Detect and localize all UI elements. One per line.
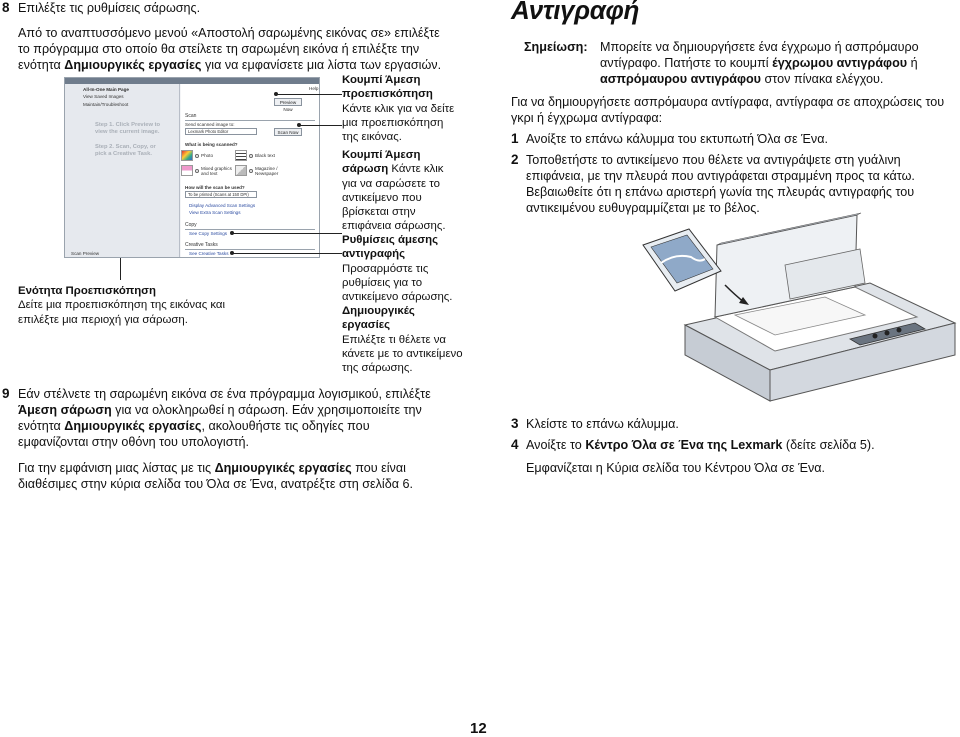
step-9-line-4: εμφανίζονται στην οθόνη του υπολογιστή.: [18, 435, 249, 449]
para-line-1: Για την εμφάνιση μιας λίστας με τις Δημιουργικές εργασίες που είναι: [18, 461, 406, 475]
send-to-label: Send scanned image to:: [185, 122, 235, 127]
section-heading: Αντιγραφή: [511, 0, 640, 25]
settings-pane: [181, 84, 320, 258]
mixed-option-line1[interactable]: Mixed graphics: [201, 166, 232, 171]
mixed-radio[interactable]: [195, 169, 199, 173]
black-text-option[interactable]: Black text: [255, 153, 275, 158]
see-creative-link[interactable]: See Creative Tasks: [189, 251, 229, 256]
creative-section-title: Creative Tasks: [185, 242, 218, 248]
leader-dot-scan: [297, 123, 301, 127]
callout-scan-button: Κουμπί Άμεση σάρωση Κάντε κλικ για να σαρώσετε το αντικείμενο που βρίσκεται στην επιφάνεια σάρωσης.: [342, 149, 446, 233]
page-number: 12: [470, 720, 487, 737]
extra-scan-link[interactable]: View Extra Scan Settings: [189, 210, 241, 215]
step-9-number: 9: [2, 386, 10, 401]
creative-divider: [185, 249, 315, 250]
note-label: Σημείωση:: [524, 40, 588, 54]
black-text-radio[interactable]: [249, 154, 253, 158]
menu-item-maintain[interactable]: Maintain/Troubleshoot: [83, 102, 129, 107]
callout-preview-button: Κουμπί Άμεση προεπισκόπηση Κάντε κλικ για να δείτε μια προεπισκόπηση της εικόνας.: [342, 74, 455, 144]
step2-line1: Step 2. Scan, Copy, or: [95, 144, 156, 150]
scan-section-title: Scan: [185, 113, 197, 119]
intro-line-3: ενότητα Δημιουργικές εργασίες για να εμφανίσετε μια λίστα των εργασιών.: [18, 58, 442, 72]
mixed-option-line2[interactable]: and text: [201, 171, 218, 176]
leader-dot-copy: [230, 231, 234, 235]
photo-option[interactable]: Photo: [201, 153, 214, 158]
see-copy-link[interactable]: See Copy Settings: [189, 231, 228, 236]
copy-step-3-text: Κλείστε το επάνω κάλυμμα.: [526, 417, 679, 431]
magazine-radio[interactable]: [249, 169, 253, 173]
note-line-2: αντίγραφο. Πατήστε το κουμπί έγχρωμου αντιγράφου ή: [600, 56, 918, 70]
copy-step-2-number: 2: [511, 152, 519, 167]
para-line-2: διαθέσιμες στην κύρια σελίδα του Όλα σε Ένα, ανατρέξτε στη σελίδα 6.: [18, 477, 413, 491]
copy-step-4-number: 4: [511, 437, 519, 452]
note-line-1: Μπορείτε να δημιουργήσετε ένα έγχρωμο ή ασπρόμαυρο: [600, 40, 919, 54]
help-link[interactable]: Help: [309, 86, 319, 91]
step1-line2: view the current image.: [95, 129, 160, 135]
preview-pane: [65, 84, 180, 258]
copy-step-4-text: Ανοίξτε το Κέντρο Όλα σε Ένα της Lexmark (δείτε σελίδα 5).: [526, 438, 875, 452]
intro-line-1: Από το αναπτυσσόμενο μενού «Αποστολή σαρωμένης εικόνας σε» επιλέξτε: [18, 26, 440, 40]
panel-button-2: [885, 331, 890, 336]
copy-step-2-line-4: αντικειμένου ευθυγραμμίζεται με το βέλος.: [526, 201, 760, 215]
magazine-option-line1[interactable]: Magazine /: [255, 166, 278, 171]
leader-section: [120, 258, 121, 280]
step-9-line-3: ενότητα Δημιουργικές εργασίες, ακολουθήστε τις οδηγίες που: [18, 419, 370, 433]
advanced-scan-link[interactable]: Display Advanced Scan Settings: [189, 203, 256, 208]
callout-copy-settings: Ρυθμίσεις άμεσης αντιγραφής Προσαρμόστε τις ρυθμίσεις για το αντικείμενο σάρωσης.: [342, 234, 453, 304]
photo-radio[interactable]: [195, 154, 199, 158]
leader-creative: [232, 253, 342, 254]
panel-button-1: [873, 334, 878, 339]
step2-line2: pick a Creative Task.: [95, 151, 152, 157]
step-9-line-1: Εάν στέλνετε τη σαρωμένη εικόνα σε ένα πρόγραμμα λογισμικού, επιλέξτε: [18, 387, 431, 401]
photo-thumbnail-icon: [181, 150, 193, 161]
how-used-label: How will the scan be used?: [185, 185, 245, 190]
send-to-select[interactable]: Lexmark Photo Editor: [185, 128, 257, 135]
mixed-thumbnail-icon: [181, 165, 193, 176]
printer-illustration: [625, 205, 960, 405]
copy-intro-line-1: Για να δημιουργήσετε ασπρόμαυρα αντίγραφα, αντίγραφα σε αποχρώσεις του: [511, 95, 945, 109]
scan-software-screenshot: [64, 77, 320, 258]
preview-now-button[interactable]: Preview Now: [274, 98, 302, 106]
leader-copy: [232, 233, 342, 234]
callout-creative-tasks: Δημιουργικές εργασίες Επιλέξτε τι θέλετε να κάνετε με το αντικείμενο της σάρωσης.: [342, 305, 463, 375]
copy-step-2-line-3: Βεβαιωθείτε ότι η επάνω αριστερή γωνία της πλευράς αντιγραφής του: [526, 185, 915, 199]
menu-item-main[interactable]: All-In-One Main Page: [83, 87, 129, 92]
step-8-number: 8: [2, 0, 10, 15]
copy-step-2-line-1: Τοποθετήστε το αντικείμενο που θέλετε να αντιγράψετε στη γυάλινη: [526, 153, 901, 167]
scan-now-button[interactable]: Scan Now: [274, 128, 302, 136]
note-line-3: ασπρόμαυρου αντιγράφου στον πίνακα ελέγχου.: [600, 72, 884, 86]
copy-step-1-text: Ανοίξτε το επάνω κάλυμμα του εκτυπωτή Όλα σε Ένα.: [526, 132, 829, 146]
scan-divider: [185, 120, 315, 121]
text-thumbnail-icon: [235, 150, 247, 161]
step-9-line-2: Άμεση σάρωση για να ολοκληρωθεί η σάρωση. Εάν χρησιμοποιείτε την: [18, 403, 422, 417]
menu-item-saved[interactable]: View Saved Images: [83, 94, 124, 99]
step-8-text: Επιλέξτε τις ρυθμίσεις σάρωσης.: [18, 1, 201, 15]
leader-dot-creative: [230, 251, 234, 255]
what-scanned-label: What is being scanned?: [185, 142, 238, 147]
copy-intro-line-2: γκρι ή έγχρωμα αντίγραφα:: [511, 111, 663, 125]
step1-line1: Step 1. Click Preview to: [95, 122, 161, 128]
leader-dot-preview: [274, 92, 278, 96]
leader-preview: [276, 94, 342, 95]
copy-step-2-line-2: επιφάνεια, με την πλευρά που αντιγράφεται στραμμένη προς τα κάτω.: [526, 169, 915, 183]
scan-preview-label: Scan Preview: [71, 251, 100, 256]
magazine-option-line2[interactable]: Newspaper: [255, 171, 279, 176]
copy-divider: [185, 229, 315, 230]
copy-step-3-number: 3: [511, 416, 519, 431]
intro-line-2: το πρόγραμμα στο οποίο θα στείλετε τη σαρωμένη εικόνα ή επιλέξτε την: [18, 42, 420, 56]
copy-step-1-number: 1: [511, 131, 519, 146]
leader-scan: [299, 125, 342, 126]
how-used-select[interactable]: To be printed (Scans at 150 DPI): [185, 191, 257, 198]
callout-preview-section: Ενότητα Προεπισκόπηση Δείτε μια προεπισκόπηση της εικόνας και επιλέξτε μια περιοχή για σάρωση.: [18, 285, 226, 326]
panel-button-3: [897, 328, 902, 333]
magazine-thumbnail-icon: [235, 165, 247, 176]
copy-step-4-note: Εμφανίζεται η Κύρια σελίδα του Κέντρου Όλα σε Ένα.: [526, 461, 826, 475]
copy-section-title: Copy: [185, 222, 197, 228]
